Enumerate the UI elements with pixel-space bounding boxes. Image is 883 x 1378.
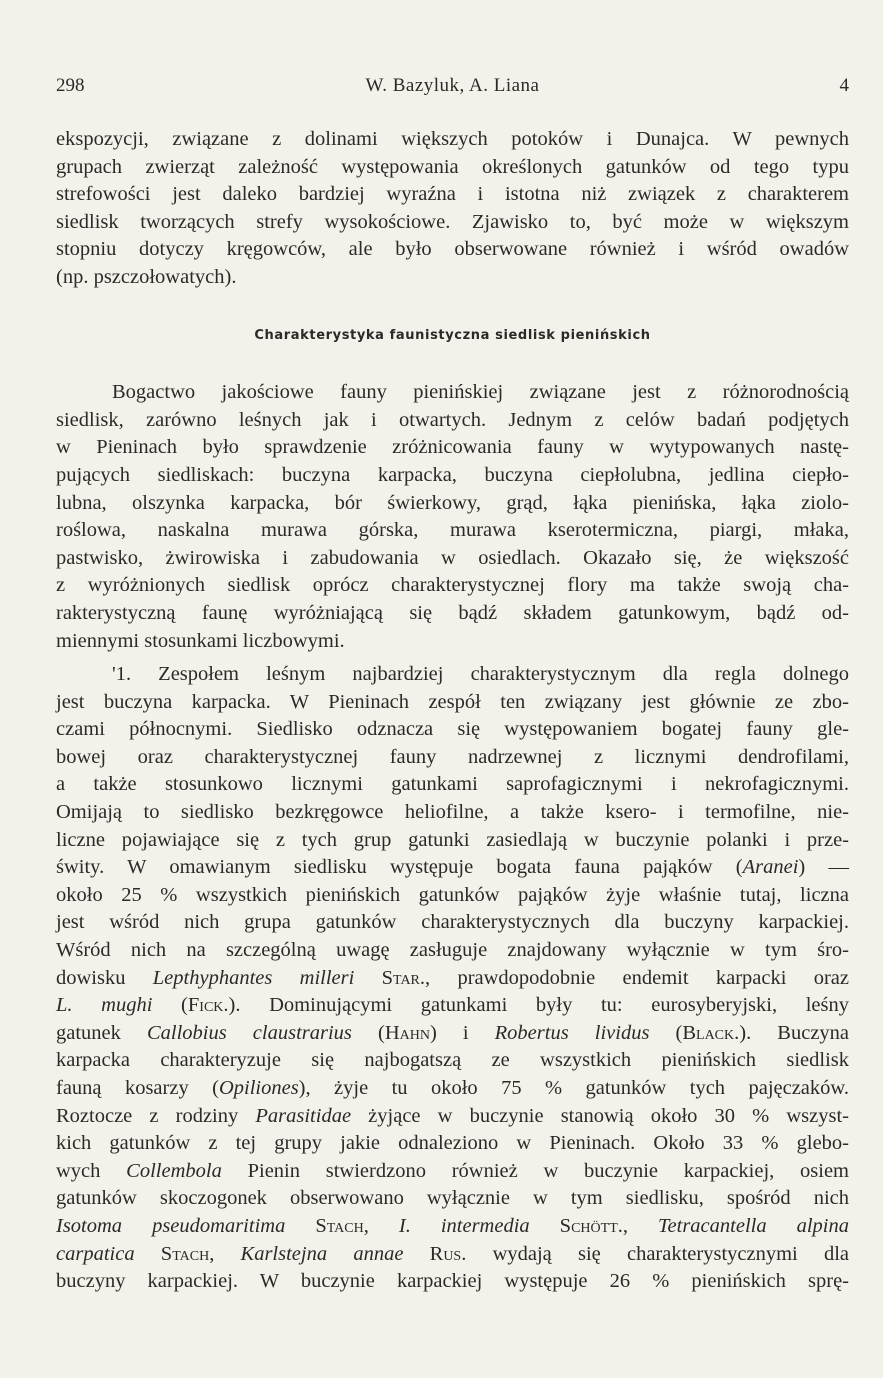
- taxon-name: Karlstejna annae: [240, 1242, 404, 1265]
- text-run: ). Buczyna: [739, 1021, 850, 1044]
- text-line: bowej oraz charakterystycznej fauny nadrzewnej z licznymi dendrofilami,: [56, 745, 849, 768]
- text-line: (np. pszczołowatych).: [56, 265, 237, 288]
- text-run: (: [152, 994, 188, 1017]
- taxon-name: Aranei: [742, 856, 799, 879]
- text-line: pujących siedliskach: buczyna karpacka, buczyna ciepłolubna, jedlina ciepło-: [56, 463, 849, 486]
- text-line: czami północnymi. Siedlisko odznacza się występowaniem bogatej fauny gle-: [56, 718, 849, 741]
- text-run: ,: [622, 1214, 659, 1237]
- text-line: [56, 992, 849, 1020]
- text-line: [56, 854, 849, 882]
- author-name: Rus.: [403, 1242, 467, 1265]
- running-title: W. Bazyluk, A. Liana: [365, 75, 540, 96]
- text-line: [56, 1158, 849, 1186]
- author-name: Stach: [285, 1214, 364, 1237]
- taxon-name: Tetracantella alpina: [658, 1214, 849, 1237]
- text-line: [56, 965, 849, 993]
- text-run: (: [351, 1021, 385, 1044]
- author-name: Schött.: [529, 1214, 623, 1237]
- text-line: w Pieninach było sprawdzenie zróżnicowania fauny w wytypowanych nastę-: [56, 436, 849, 459]
- text-line: Bogactwo jakościowe fauny pienińskiej związane jest z różnorodnością: [112, 381, 849, 404]
- text-run: ). Dominującymi gatunkami były tu: eurosyberyjski, leśny: [228, 994, 849, 1017]
- text-run: , prawdopodobnie endemit karpacki oraz: [425, 966, 850, 989]
- taxon-name: Collembola: [126, 1159, 222, 1182]
- text-run: ) —: [798, 856, 849, 879]
- text-line: z wyróżnionych siedlisk oprócz charakterystycznej flory ma także swoją cha-: [56, 574, 849, 597]
- author-name: Hahn: [384, 1021, 430, 1044]
- text-line: karpacka charakteryzuje się najbogatszą ze wszystkich pienińskich siedlisk: [56, 1049, 849, 1072]
- text-run: gatunek: [56, 1021, 147, 1044]
- author-name: Black.: [682, 1021, 740, 1044]
- text-run: ), żyje tu około 75 % gatunków tych pajęczaków.: [298, 1077, 850, 1099]
- text-line: [56, 1241, 849, 1269]
- taxon-name: I. intermedia: [398, 1214, 530, 1237]
- text-run: wydają się charakterystycznymi dla: [466, 1242, 849, 1265]
- paragraph-3: [56, 661, 849, 1296]
- text-line: [56, 1103, 849, 1131]
- text-line: gatunków skoczogonek obserwowano wyłącznie w tym siedlisku, spośród nich: [56, 1187, 849, 1210]
- taxon-name: carpatica: [56, 1242, 135, 1265]
- text-line: roślowa, naskalna murawa górska, murawa kserotermiczna, piargi, młaka,: [56, 519, 849, 542]
- text-line: siedlisk, zarówno leśnych jak i otwartych. Jednym z celów badań podjętych: [56, 408, 849, 431]
- text-line: '1. Zespołem leśnym najbardziej charakterystycznym dla regla dolnego: [112, 663, 849, 686]
- text-line: stopniu dotyczy kręgowców, ale było obserwowane również i wśród owadów: [56, 238, 849, 261]
- taxon-name: Isotoma pseudomaritima: [56, 1214, 286, 1237]
- text-line: pastwisko, żwirowiska i zabudowania w osiedlach. Okazało się, że większość: [56, 546, 849, 569]
- page-header: [56, 75, 849, 103]
- text-line: Omijają to siedlisko bezkręgowce heliofilne, a także ksero- i termofilne, nie-: [56, 801, 849, 824]
- paragraph-2: [56, 379, 849, 655]
- author-name: Star.: [354, 966, 426, 989]
- page-number: 298: [56, 75, 85, 96]
- text-line: [56, 1213, 849, 1241]
- text-line: grupach zwierząt zależność występowania określonych gatunków od tego typu: [56, 155, 849, 178]
- text-run: ) i: [429, 1021, 495, 1044]
- body-text: [56, 126, 849, 1296]
- text-run: ,: [363, 1214, 399, 1237]
- text-line: liczne pojawiające się z tych grup gatunki zasiedlają w buczynie polanki i prze-: [56, 828, 849, 851]
- text-run: (: [649, 1021, 683, 1044]
- taxon-name: Robertus lividus: [494, 1021, 650, 1044]
- text-line: ekspozycji, związane z dolinami większych potoków i Dunajca. W pewnych: [56, 128, 849, 150]
- text-line: miennymi stosunkami liczbowymi.: [56, 629, 345, 652]
- text-line: strefowości jest daleko bardziej wyraźna i istotna niż związek z charakterem: [56, 183, 849, 206]
- text-run: dowisku: [56, 966, 153, 989]
- text-line: siedlisk tworzących strefy wysokościowe. Zjawisko to, być może w większym: [56, 210, 849, 233]
- text-line: Wśród nich na szczególną uwagę zasługuje znajdowany wyłącznie w tym śro-: [56, 939, 849, 962]
- text-run: wych: [56, 1159, 127, 1182]
- text-line: jest wśród nich grupa gatunków charakterystycznych dla buczyny karpackiej.: [56, 911, 849, 934]
- section-heading: Charakterystyka faunistyczna siedlisk pienińskich: [254, 327, 651, 343]
- paragraph-1: [56, 126, 849, 292]
- text-line: jest buczyna karpacka. W Pieninach zespół ten związany jest głównie ze zbo-: [56, 690, 849, 713]
- author-name: Stach: [134, 1242, 210, 1265]
- text-line: [56, 1075, 849, 1103]
- text-run: świty. W omawianym siedlisku występuje bogata fauna pająków (: [56, 856, 743, 879]
- author-name: Fick.: [187, 994, 229, 1017]
- taxon-name: Parasitidae: [255, 1104, 352, 1127]
- text-line: a także stosunkowo licznymi gatunkami saprofagicznymi i nekrofagicznymi.: [56, 773, 849, 796]
- taxon-name: Lepthyphantes milleri: [152, 966, 355, 989]
- text-line: około 25 % wszystkich pienińskich gatunków pająków żyje właśnie tutaj, liczna: [56, 883, 849, 906]
- text-line: kich gatunków z tej grupy jakie odnaleziono w Pieninach. Około 33 % glebo-: [56, 1132, 849, 1155]
- text-run: Roztocze z rodziny: [56, 1104, 256, 1127]
- text-line: rakterystyczną faunę wyróżniającą się bądź składem gatunkowym, bądź od-: [56, 601, 849, 624]
- text-line: [56, 1020, 849, 1048]
- taxon-name: Opiliones: [218, 1077, 299, 1099]
- taxon-name: L. mughi: [56, 994, 153, 1017]
- section-mark: 4: [839, 75, 849, 96]
- text-line: buczyny karpackiej. W buczynie karpackiej występuje 26 % pienińskich sprę-: [56, 1270, 849, 1293]
- text-run: ,: [209, 1242, 241, 1265]
- text-line: lubna, olszynka karpacka, bór świerkowy, grąd, łąka pienińska, łąka ziolo-: [56, 491, 849, 514]
- text-run: Pienin stwierdzono również w buczynie karpackiej, osiem: [221, 1159, 850, 1182]
- text-run: żyjące w buczynie stanowią około 30 % wszyst-: [351, 1104, 849, 1127]
- taxon-name: Callobius claustrarius: [146, 1021, 352, 1044]
- text-run: fauną kosarzy (: [56, 1077, 219, 1099]
